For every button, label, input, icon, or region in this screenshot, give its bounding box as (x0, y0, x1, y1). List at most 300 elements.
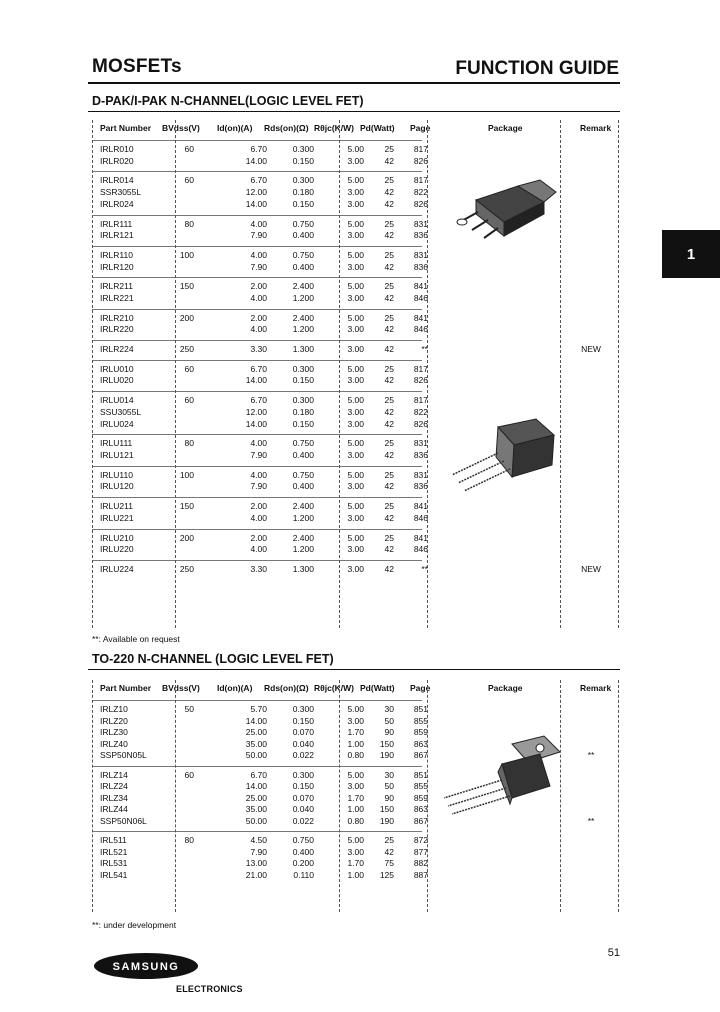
section1-title: D-PAK/I-PAK N-CHANNEL(LOGIC LEVEL FET) (92, 94, 364, 108)
page-ref: 831 (413, 249, 428, 260)
brand-title: MOSFETs (92, 56, 182, 77)
col-header-remark: Remark (580, 683, 612, 693)
section2-footnote: **: under development (92, 920, 177, 930)
thermal-resistance: 5.00 (347, 532, 364, 543)
thermal-resistance: 3.00 (347, 781, 364, 791)
power-dissipation: 25 (384, 281, 394, 292)
part-number: IRLZ24 (100, 781, 128, 791)
row-group (92, 309, 620, 340)
part-number: IRL521 (100, 846, 128, 857)
breakdown-voltage: 200 (179, 532, 194, 543)
part-number: IRLR121 (100, 230, 134, 241)
power-dissipation: 125 (379, 869, 394, 880)
drain-current: 4.00 (250, 324, 267, 335)
breakdown-voltage: 200 (179, 312, 194, 323)
drain-current: 7.90 (250, 449, 267, 460)
power-dissipation: 42 (384, 418, 394, 429)
column-guide (427, 680, 428, 912)
power-dissipation: 90 (384, 727, 394, 737)
power-dissipation: 25 (384, 469, 394, 480)
col-header-bvdss: BVdss(V) (162, 123, 200, 133)
thermal-resistance: 5.00 (347, 363, 364, 374)
part-number: IRLR024 (100, 198, 134, 209)
breakdown-voltage: 80 (184, 438, 194, 449)
power-dissipation: 190 (379, 815, 394, 826)
on-resistance: 1.200 (292, 512, 314, 523)
page-ref: 859 (413, 792, 428, 803)
drain-current: 3.30 (250, 344, 267, 355)
drain-current: 6.70 (250, 144, 267, 154)
page-ref: 817 (413, 144, 428, 154)
row-group (92, 831, 620, 885)
part-number: IRLU010 (100, 363, 134, 374)
column-guide (339, 680, 340, 912)
power-dissipation: 42 (384, 846, 394, 857)
power-dissipation: 42 (384, 261, 394, 272)
col-header-page: Page (410, 683, 431, 693)
on-resistance: 0.750 (292, 469, 314, 480)
part-number: SSU3055L (100, 406, 142, 417)
group-separator (92, 340, 422, 341)
row-group (92, 340, 620, 360)
page-ref: 851 (413, 704, 428, 714)
page-ref: 867 (413, 750, 428, 760)
drain-current: 35.00 (245, 738, 267, 749)
remark: ** (587, 750, 595, 760)
breakdown-voltage: 100 (179, 249, 194, 260)
thermal-resistance: 3.00 (347, 198, 364, 209)
table-row (92, 250, 620, 262)
power-dissipation: 150 (379, 804, 394, 814)
group-separator (92, 309, 422, 310)
power-dissipation: 190 (379, 750, 394, 760)
table-row (92, 564, 620, 576)
page-ref: 846 (413, 292, 428, 303)
group-separator (92, 529, 422, 530)
drain-current: 50.00 (245, 815, 267, 826)
drain-current: 14.00 (245, 715, 267, 726)
on-resistance: 2.400 (292, 312, 314, 323)
part-number: IRLU120 (100, 481, 134, 492)
on-resistance: 0.750 (292, 835, 314, 845)
on-resistance: 2.400 (292, 501, 314, 512)
thermal-resistance: 3.00 (347, 344, 364, 355)
group-separator (92, 215, 422, 216)
part-number: IRLZ14 (100, 769, 128, 780)
power-dissipation: 42 (384, 406, 394, 417)
drain-current: 14.00 (245, 418, 267, 429)
section2-title: TO-220 N-CHANNEL (LOGIC LEVEL FET) (92, 652, 334, 666)
on-resistance: 0.400 (292, 261, 314, 272)
part-number: IRLU224 (100, 563, 134, 574)
table-row (92, 344, 620, 356)
page-ref: 817 (413, 175, 428, 186)
power-dissipation: 25 (384, 438, 394, 449)
table-row (92, 281, 620, 293)
group-separator (92, 360, 422, 361)
part-number: IRLU110 (100, 469, 133, 480)
thermal-resistance: 1.70 (347, 727, 364, 737)
on-resistance: 0.400 (292, 449, 314, 460)
on-resistance: 0.750 (292, 249, 314, 260)
thermal-resistance: 3.00 (347, 418, 364, 429)
part-number: IRLR110 (100, 249, 133, 260)
on-resistance: 0.070 (292, 727, 314, 737)
drain-current: 7.90 (250, 230, 267, 241)
group-separator (92, 171, 422, 172)
on-resistance: 0.300 (292, 175, 314, 186)
table-row (92, 858, 620, 870)
page-ref: 841 (413, 532, 428, 543)
power-dissipation: 25 (384, 175, 394, 186)
thermal-resistance: 3.00 (347, 187, 364, 198)
page-ref: 855 (413, 781, 428, 791)
breakdown-voltage: 250 (179, 344, 194, 355)
page-ref: 841 (413, 501, 428, 512)
thermal-resistance: 3.00 (347, 544, 364, 555)
on-resistance: 0.400 (292, 230, 314, 241)
page-ref: 846 (413, 324, 428, 335)
page-ref: 831 (413, 438, 428, 449)
page-ref: 846 (413, 512, 428, 523)
drain-current: 35.00 (245, 804, 267, 814)
power-dissipation: 25 (384, 249, 394, 260)
on-resistance: 0.400 (292, 846, 314, 857)
thermal-resistance: 3.00 (347, 512, 364, 523)
column-guide (175, 680, 176, 912)
power-dissipation: 50 (384, 781, 394, 791)
page-ref: 831 (413, 218, 428, 229)
page-ref: 863 (413, 804, 428, 814)
power-dissipation: 42 (384, 563, 394, 574)
power-dissipation: 90 (384, 792, 394, 803)
power-dissipation: 42 (384, 375, 394, 386)
thermal-resistance: 1.00 (347, 869, 364, 880)
chapter-tab: 1 (662, 230, 720, 278)
drain-current: 6.70 (250, 363, 267, 374)
drain-current: 7.90 (250, 261, 267, 272)
thermal-resistance: 1.70 (347, 792, 364, 803)
drain-current: 4.00 (250, 249, 267, 260)
thermal-resistance: 3.00 (347, 563, 364, 574)
on-resistance: 2.400 (292, 281, 314, 292)
drain-current: 2.00 (250, 312, 267, 323)
part-number: IRLR210 (100, 312, 134, 323)
on-resistance: 0.400 (292, 481, 314, 492)
group-separator (92, 831, 422, 832)
column-guide (427, 120, 428, 628)
group-separator (92, 466, 422, 467)
drain-current: 4.00 (250, 438, 267, 449)
on-resistance: 0.150 (292, 375, 314, 386)
power-dissipation: 42 (384, 155, 394, 166)
breakdown-voltage: 100 (179, 469, 194, 480)
section1-header-row (92, 117, 620, 139)
part-number: IRLR014 (100, 175, 134, 186)
column-guide (339, 120, 340, 628)
page-ref: 846 (413, 544, 428, 555)
drain-current: 2.00 (250, 532, 267, 543)
drain-current: 50.00 (245, 750, 267, 760)
page-ref: 822 (413, 406, 428, 417)
page-ref: 836 (413, 261, 428, 272)
drain-current: 12.00 (245, 406, 267, 417)
part-number: IRLU210 (100, 532, 134, 543)
drain-current: 14.00 (245, 155, 267, 166)
power-dissipation: 25 (384, 395, 394, 406)
power-dissipation: 42 (384, 481, 394, 492)
drain-current: 4.00 (250, 544, 267, 555)
part-number: IRLZ10 (100, 704, 128, 714)
thermal-resistance: 3.00 (347, 324, 364, 335)
logo-subtitle: ELECTRONICS (176, 984, 243, 994)
thermal-resistance: 1.70 (347, 858, 364, 868)
row-group (92, 246, 620, 277)
drain-current: 25.00 (245, 792, 267, 803)
part-number: IRLR211 (100, 281, 133, 292)
col-header-package: Package (488, 683, 523, 693)
thermal-resistance: 5.00 (347, 835, 364, 845)
part-number: IRLR224 (100, 344, 134, 355)
page-ref: 817 (413, 395, 428, 406)
breakdown-voltage: 80 (184, 218, 194, 229)
row-group (92, 529, 620, 560)
col-header-remark: Remark (580, 123, 612, 133)
breakdown-voltage: 50 (184, 704, 194, 714)
page-ref: 817 (413, 363, 428, 374)
part-number: IRLZ30 (100, 727, 128, 737)
thermal-resistance: 5.00 (347, 395, 364, 406)
power-dissipation: 25 (384, 501, 394, 512)
thermal-resistance: 3.00 (347, 449, 364, 460)
drain-current: 4.50 (250, 835, 267, 845)
drain-current: 2.00 (250, 281, 267, 292)
power-dissipation: 30 (384, 704, 394, 714)
page-ref: 882 (413, 858, 428, 868)
page-ref: 859 (413, 727, 428, 737)
drain-current: 13.00 (245, 858, 267, 868)
col-header-page: Page (410, 123, 431, 133)
remark: NEW (581, 563, 601, 574)
part-number: IRLU221 (100, 512, 134, 523)
table-row (92, 144, 620, 156)
group-separator (92, 434, 422, 435)
page-number: 51 (607, 947, 620, 959)
breakdown-voltage: 250 (179, 563, 194, 574)
on-resistance: 2.400 (292, 532, 314, 543)
page-ref: 841 (413, 281, 428, 292)
page-ref: 867 (413, 815, 428, 826)
col-header-pd: Pd(Watt) (360, 683, 395, 693)
page-ref: 831 (413, 469, 428, 480)
header-rule (88, 82, 620, 84)
on-resistance: 0.150 (292, 781, 314, 791)
to220-package-image (440, 734, 570, 824)
column-guide (92, 120, 93, 628)
power-dissipation: 42 (384, 198, 394, 209)
page-ref: 836 (413, 230, 428, 241)
on-resistance: 0.150 (292, 715, 314, 726)
col-header-pd: Pd(Watt) (360, 123, 395, 133)
breakdown-voltage: 60 (184, 175, 194, 186)
power-dissipation: 150 (379, 738, 394, 749)
on-resistance: 0.750 (292, 438, 314, 449)
table-row (92, 293, 620, 305)
row-group (92, 560, 620, 580)
power-dissipation: 25 (384, 363, 394, 374)
breakdown-voltage: 60 (184, 395, 194, 406)
table-row (92, 262, 620, 274)
on-resistance: 0.022 (292, 750, 314, 760)
table-row (92, 544, 620, 556)
part-number: IRLR111 (100, 218, 133, 229)
page-ref: 826 (413, 198, 428, 209)
page-ref: 836 (413, 481, 428, 492)
breakdown-voltage: 60 (184, 144, 194, 154)
thermal-resistance: 1.00 (347, 738, 364, 749)
table-row (92, 324, 620, 336)
part-number: IRLZ44 (100, 804, 128, 814)
breakdown-voltage: 150 (179, 501, 194, 512)
thermal-resistance: 5.00 (347, 704, 364, 714)
on-resistance: 0.750 (292, 218, 314, 229)
row-group (92, 360, 620, 391)
section1-rule (88, 111, 620, 112)
drain-current: 7.90 (250, 481, 267, 492)
part-number: IRLU020 (100, 375, 134, 386)
page-ref: 887 (413, 869, 428, 880)
part-number: IRLR010 (100, 144, 134, 154)
col-header-bvdss: BVdss(V) (162, 683, 200, 693)
col-header-rds: Rds(on)(Ω) (264, 123, 309, 133)
section2-header-row (92, 677, 620, 699)
thermal-resistance: 3.00 (347, 846, 364, 857)
group-separator (92, 700, 422, 701)
logo-text: SAMSUNG (112, 961, 180, 973)
on-resistance: 0.180 (292, 187, 314, 198)
column-guide (560, 680, 561, 912)
on-resistance: 0.300 (292, 395, 314, 406)
part-number: IRLU111 (100, 438, 133, 449)
on-resistance: 0.070 (292, 792, 314, 803)
part-number: SSR3055L (100, 187, 142, 198)
part-number: IRLR120 (100, 261, 134, 272)
on-resistance: 0.300 (292, 144, 314, 154)
drain-current: 12.00 (245, 187, 267, 198)
thermal-resistance: 3.00 (347, 230, 364, 241)
group-separator (92, 560, 422, 561)
row-group (92, 277, 620, 308)
table-row (92, 835, 620, 847)
group-separator (92, 246, 422, 247)
power-dissipation: 42 (384, 344, 394, 355)
on-resistance: 0.300 (292, 704, 314, 714)
thermal-resistance: 3.00 (347, 481, 364, 492)
table-row (92, 533, 620, 545)
on-resistance: 0.150 (292, 418, 314, 429)
part-number: IRLR221 (100, 292, 134, 303)
part-number: IRLU211 (100, 501, 133, 512)
part-number: IRL541 (100, 869, 128, 880)
page-ref: 851 (413, 769, 428, 780)
drain-current: 6.70 (250, 769, 267, 780)
thermal-resistance: 3.00 (347, 406, 364, 417)
col-header-rth: Rθjc(K/W) (314, 683, 355, 693)
col-header-part-number: Part Number (100, 683, 152, 693)
page-ref: 877 (413, 846, 428, 857)
thermal-resistance: 1.00 (347, 804, 364, 814)
thermal-resistance: 3.00 (347, 155, 364, 166)
part-number: IRLU014 (100, 395, 134, 406)
drain-current: 14.00 (245, 375, 267, 386)
thermal-resistance: 3.00 (347, 261, 364, 272)
thermal-resistance: 3.00 (347, 292, 364, 303)
on-resistance: 0.110 (293, 869, 314, 880)
on-resistance: 0.150 (292, 198, 314, 209)
part-number: IRLU024 (100, 418, 134, 429)
col-header-rth: Rθjc(K/W) (314, 123, 355, 133)
on-resistance: 0.040 (292, 804, 314, 814)
drain-current: 3.30 (250, 563, 267, 574)
page-ref: 855 (413, 715, 428, 726)
breakdown-voltage: 150 (179, 281, 194, 292)
power-dissipation: 42 (384, 544, 394, 555)
part-number: IRLU220 (100, 544, 134, 555)
remark: ** (587, 815, 595, 826)
thermal-resistance: 5.00 (347, 218, 364, 229)
breakdown-voltage: 60 (184, 363, 194, 374)
thermal-resistance: 5.00 (347, 469, 364, 480)
group-separator (92, 140, 422, 141)
samsung-logo (93, 952, 199, 980)
power-dissipation: 42 (384, 187, 394, 198)
table-row (92, 313, 620, 325)
table-row (92, 501, 620, 513)
thermal-resistance: 5.00 (347, 438, 364, 449)
table-row (92, 395, 620, 407)
power-dissipation: 75 (384, 858, 394, 868)
breakdown-voltage: 60 (184, 769, 194, 780)
on-resistance: 0.200 (292, 858, 314, 868)
drain-current: 25.00 (245, 727, 267, 737)
on-resistance: 1.300 (292, 344, 314, 355)
on-resistance: 0.300 (292, 363, 314, 374)
drain-current: 4.00 (250, 512, 267, 523)
part-number: IRLZ34 (100, 792, 128, 803)
drain-current: 6.70 (250, 395, 267, 406)
table-row (92, 513, 620, 525)
power-dissipation: 42 (384, 449, 394, 460)
table-row (92, 364, 620, 376)
row-group (92, 140, 620, 171)
table-row (92, 716, 620, 728)
section2-rule (88, 669, 620, 670)
power-dissipation: 25 (384, 835, 394, 845)
table-row (92, 156, 620, 168)
page-ref: 822 (413, 187, 428, 198)
thermal-resistance: 3.00 (347, 375, 364, 386)
part-number: IRLZ40 (100, 738, 128, 749)
group-separator (92, 766, 422, 767)
section1-footnote: **: Available on request (92, 634, 180, 644)
page-ref: ** (421, 563, 428, 574)
on-resistance: 1.200 (292, 324, 314, 335)
thermal-resistance: 3.00 (347, 715, 364, 726)
part-number: IRL531 (100, 858, 128, 868)
power-dissipation: 42 (384, 324, 394, 335)
thermal-resistance: 0.80 (347, 815, 364, 826)
drain-current: 21.00 (245, 869, 267, 880)
